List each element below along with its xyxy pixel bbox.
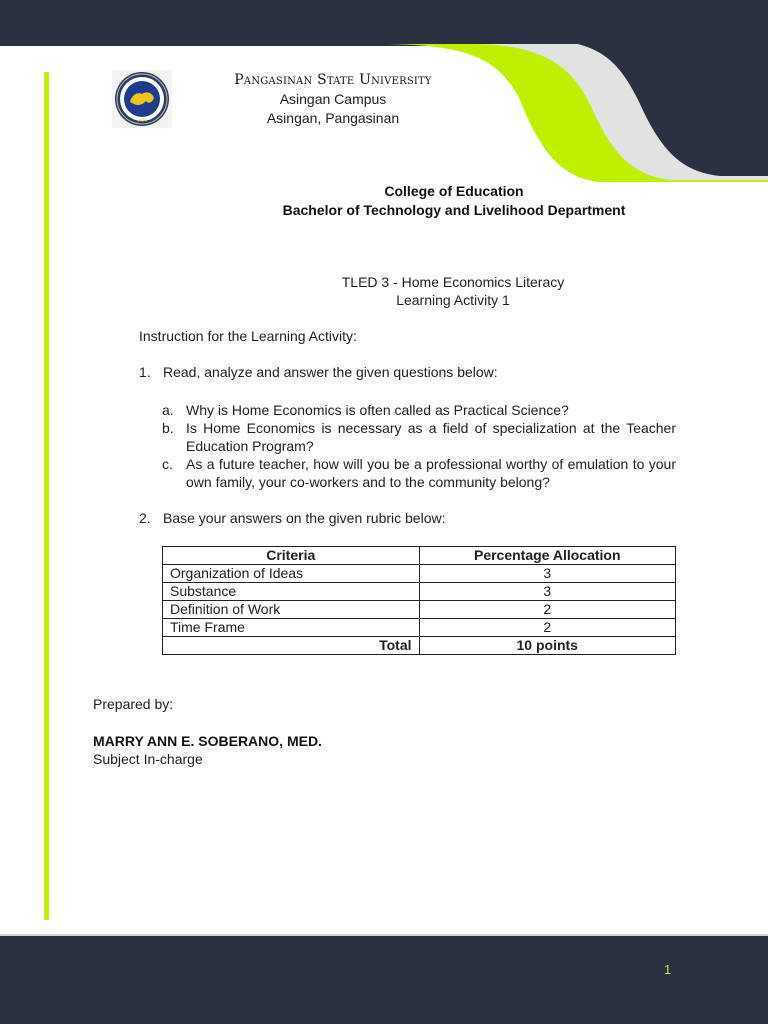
question-text: Is Home Economics is necessary as a field of specialization at the Teacher Education Program? <box>186 420 676 454</box>
step-text: Read, analyze and answer the given questions below: <box>163 364 498 380</box>
percentage-cell: 3 <box>419 565 676 583</box>
total-value: 10 points <box>419 637 676 655</box>
rubric-total-row <box>163 637 676 655</box>
rubric-header-percentage: Percentage Allocation <box>419 547 676 565</box>
criteria-cell: Definition of Work <box>163 601 420 619</box>
percentage-cell: 2 <box>419 601 676 619</box>
percentage-cell: 2 <box>419 619 676 637</box>
criteria-cell: Time Frame <box>163 619 420 637</box>
question-letter: c. <box>162 456 173 472</box>
campus-location: Asingan, Pangasinan <box>266 110 400 126</box>
left-accent-rule <box>44 72 49 920</box>
step-number: 1. <box>139 364 151 380</box>
university-seal-logo <box>112 70 172 128</box>
question-item-b <box>162 419 676 455</box>
question-text: As a future teacher, how will you be a professional worthy of emulation to your own family, your co-workers and to the community belong? <box>186 456 676 490</box>
criteria-cell: Substance <box>163 583 420 601</box>
question-item-a <box>162 401 676 419</box>
question-letter: b. <box>162 420 174 436</box>
rubric-header-criteria: Criteria <box>163 547 420 565</box>
campus-name: Asingan Campus <box>279 91 387 107</box>
page-number: 1 <box>664 962 672 977</box>
seal-year: 1979 <box>136 118 148 123</box>
step-number: 2. <box>139 510 151 526</box>
rubric-header-row <box>163 547 676 565</box>
footer-band <box>0 936 768 1024</box>
preparer-name: MARRY ANN E. SOBERANO, MED. <box>93 733 322 749</box>
course-title: TLED 3 - Home Economics Literacy <box>341 274 565 290</box>
department-name: Bachelor of Technology and Livelihood Department <box>282 202 626 218</box>
question-item-c <box>162 455 676 491</box>
table-row <box>163 619 676 637</box>
total-label: Total <box>163 637 420 655</box>
college-name: College of Education <box>384 183 524 199</box>
activity-title: Learning Activity 1 <box>396 292 510 308</box>
table-row <box>163 601 676 619</box>
table-row <box>163 565 676 583</box>
prepared-by-label: Prepared by: <box>93 696 174 712</box>
instruction-heading: Instruction for the Learning Activity: <box>139 328 357 344</box>
percentage-cell: 3 <box>419 583 676 601</box>
criteria-cell: Organization of Ideas <box>163 565 420 583</box>
preparer-role: Subject In-charge <box>93 751 203 767</box>
table-row <box>163 583 676 601</box>
rubric-table <box>162 546 676 655</box>
question-letter: a. <box>162 402 174 418</box>
question-text: Why is Home Economics is often called as Practical Science? <box>186 402 569 418</box>
university-name: Pangasinan State University <box>234 72 432 88</box>
step-text: Base your answers on the given rubric below: <box>163 510 446 526</box>
